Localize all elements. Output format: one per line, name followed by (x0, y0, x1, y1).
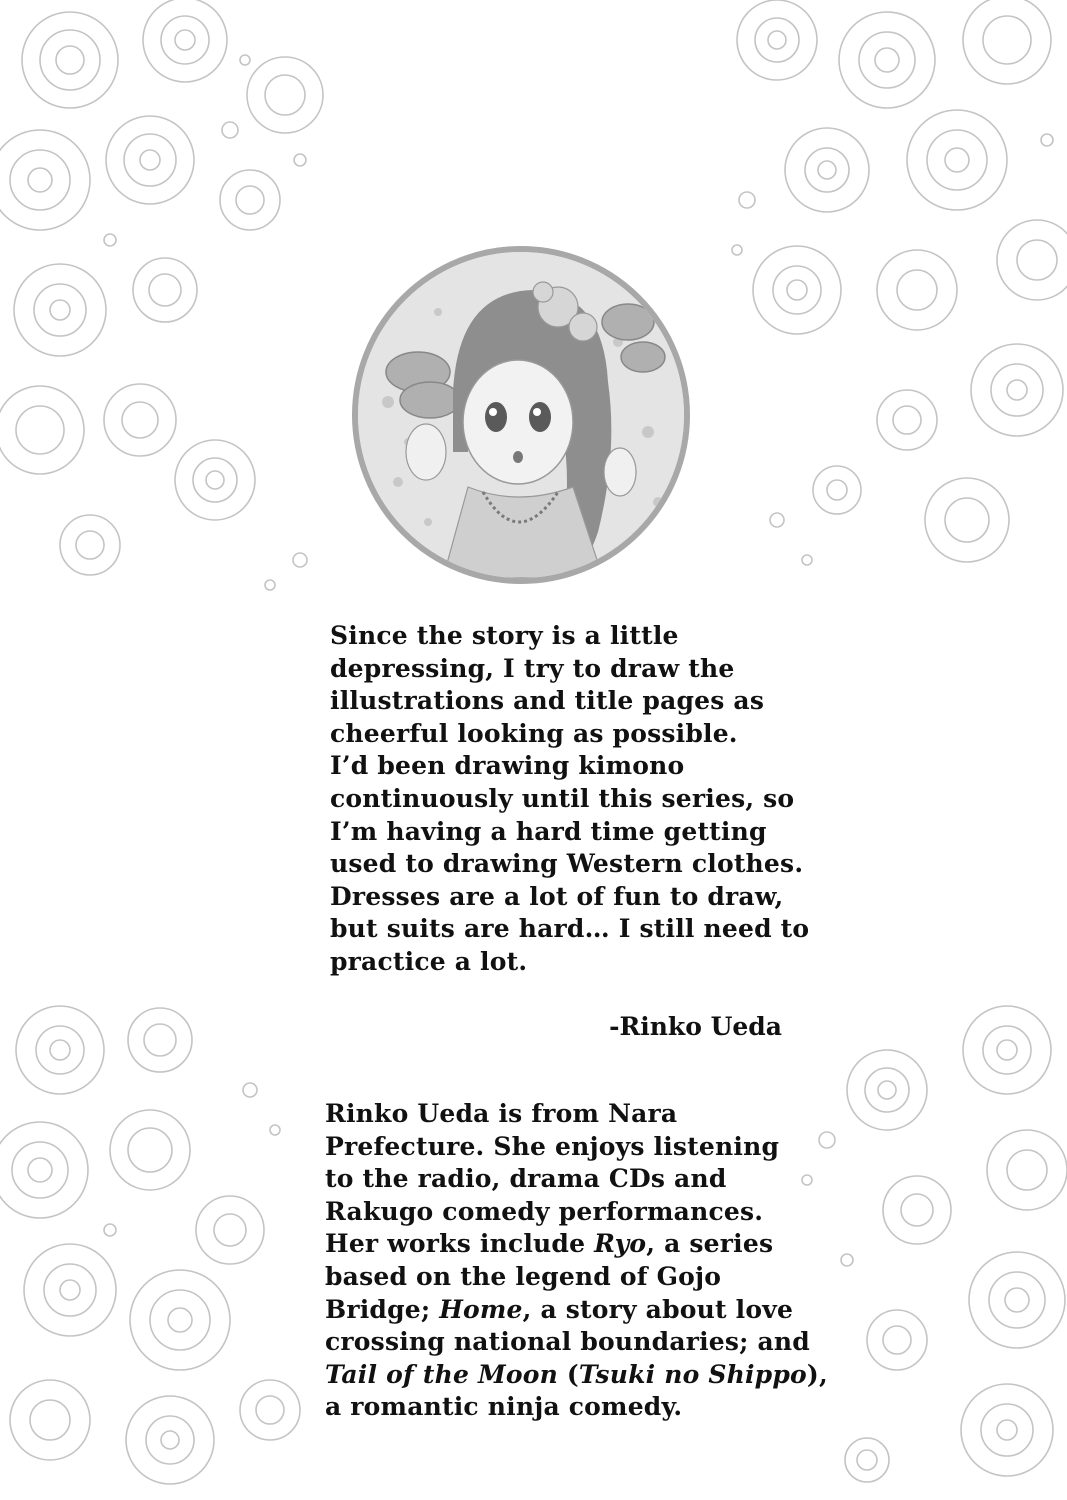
author-note (330, 620, 810, 979)
author-note-line: I’m having a hard time getting (330, 816, 767, 846)
bio-line: Rakugo comedy performances. (325, 1196, 764, 1226)
author-note-line: I’d been drawing kimono (330, 751, 685, 781)
author-note-line: practice a lot. (330, 946, 528, 976)
bio-line (325, 1228, 805, 1261)
floral-decoration-bottom-left (0, 990, 310, 1500)
author-note-line: used to drawing Western clothes. (330, 849, 804, 879)
bio-text: ), (806, 1359, 828, 1389)
author-note-line: Dresses are a lot of fun to draw, (330, 881, 784, 911)
bio-text: , a story about love (522, 1294, 794, 1324)
bio-text: , a series (646, 1229, 774, 1259)
author-portrait-illustration (352, 246, 690, 584)
author-note-line: cheerful looking as possible. (330, 718, 738, 748)
floral-decoration-top-left (0, 0, 330, 600)
author-note-line: but suits are hard… I still need to (330, 914, 810, 944)
bio-text: Her works include (325, 1229, 595, 1259)
bio-line: to the radio, drama CDs and (325, 1164, 727, 1194)
floral-decoration-top-right (717, 0, 1067, 600)
author-note-line: continuously until this series, so (330, 783, 795, 813)
bio-line (325, 1294, 805, 1327)
bio-line: Rinko Ueda is from Nara (325, 1099, 678, 1128)
author-note-line: Since the story is a little (330, 621, 679, 650)
floral-decoration-bottom-right (767, 1000, 1067, 1500)
author-signature: -Rinko Ueda (609, 1012, 782, 1041)
work-title-ryo: Ryo (594, 1229, 647, 1259)
author-bio (325, 1098, 828, 1424)
bio-line (325, 1359, 828, 1392)
bio-text: ( (557, 1359, 579, 1389)
work-title-tail-of-the-moon: Tail of the Moon (325, 1359, 558, 1389)
bio-line: a romantic ninja comedy. (325, 1392, 683, 1422)
work-title-tsuki-no-shippo: Tsuki no Shippo (578, 1359, 807, 1389)
bio-line: crossing national boundaries; and (325, 1327, 810, 1357)
author-note-line: depressing, I try to draw the (330, 653, 735, 683)
author-note-line: illustrations and title pages as (330, 686, 765, 716)
bio-text: Bridge; (325, 1294, 440, 1324)
bio-line: Prefecture. She enjoys listening (325, 1131, 780, 1161)
work-title-home: Home (439, 1294, 523, 1324)
bio-line: based on the legend of Gojo (325, 1261, 722, 1291)
